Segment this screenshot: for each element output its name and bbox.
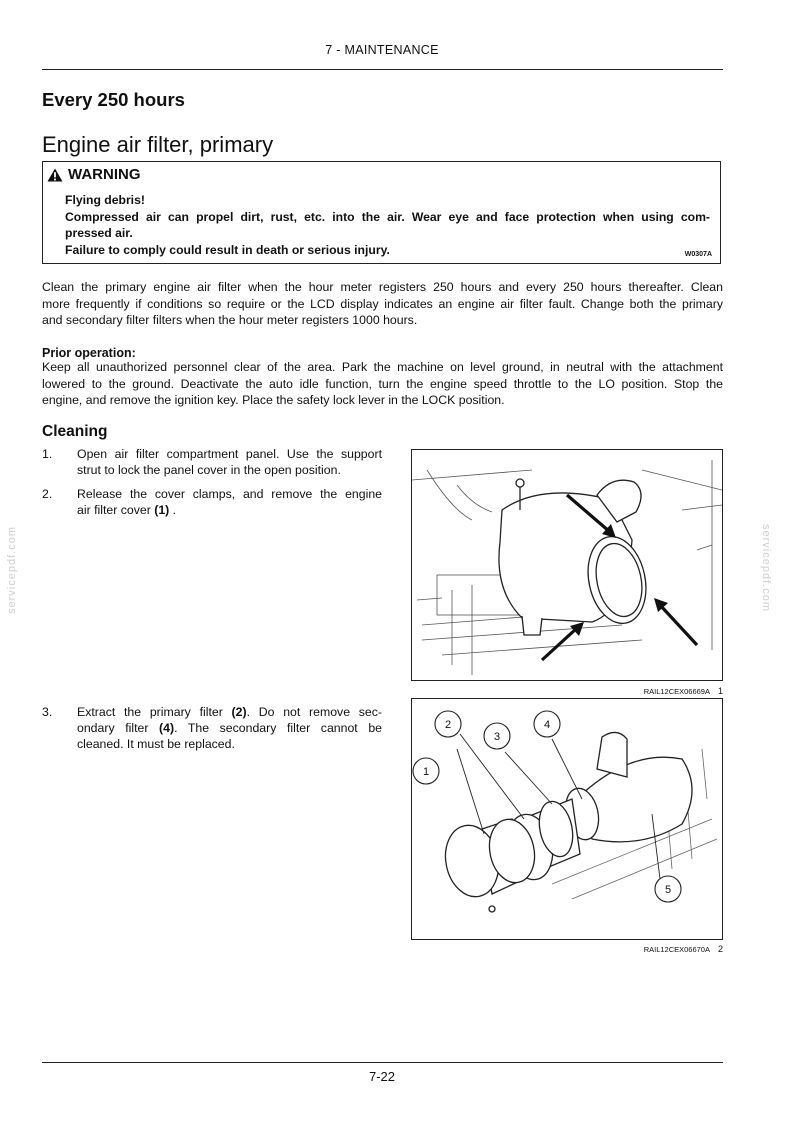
intro-paragraph [42,279,723,329]
step-number: 1. [42,447,53,461]
cleaning-heading: Cleaning [42,423,108,440]
callout-label: 4 [543,719,551,731]
figure-2-filter-components [411,698,723,940]
step-number: 3. [42,705,53,719]
warning-triangle-icon [47,168,63,182]
step-line [77,502,382,518]
callout-label: 5 [664,884,672,896]
step-line [77,704,382,720]
step-line: Release the cover clamps, and remove the engine [77,487,382,501]
topic-title: Engine air filter, primary [42,132,274,157]
figure-code: RAIL12CEX06669A [643,687,710,696]
callout-label: 3 [493,731,501,743]
figure-code: RAIL12CEX06670A [643,945,710,954]
figure-number: 2 [717,944,723,954]
figure-number: 1 [717,686,723,696]
step-text-part: ondary filter [77,721,160,736]
prior-line: lowered to the ground. Deactivate the auto idle function, turn the engine speed throttle to the LO position. Stop the [42,376,723,391]
filter-exploded-view-illustration [412,699,722,939]
step-text-part: . [169,503,177,518]
step-text-part: Extract the primary filter [77,705,232,719]
step-2 [42,486,382,518]
warning-heading [47,166,141,183]
step-text-part: air filter cover [77,503,155,518]
footer-rule [42,1062,723,1063]
figure-1-air-filter-clamps [411,449,723,681]
callout-reference: (1) [154,503,170,518]
watermark-left: servicepdf.com [6,526,18,614]
prior-line: engine, and remove the ignition key. Place the safety lock lever in the LOCK position. [42,393,505,407]
intro-line: more frequently if conditions so require or the LCD display indicates an engine air filter fault. Change both the primary [42,296,723,311]
watermark-right: servicepdf.com [760,524,772,612]
step-text [77,704,382,753]
step-number: 2. [42,487,53,501]
step-line: strut to lock the panel cover in the open position. [77,463,341,478]
figure-1-caption [560,686,723,696]
header-rule [42,69,723,70]
prior-operation-heading: Prior operation: [42,346,136,360]
warning-text [65,192,710,258]
step-3 [42,704,382,753]
prior-line: Keep all unauthorized personnel clear of the area. Park the machine on level ground, in neutral with the attachment [42,360,723,374]
step-line: cleaned. It must be replaced. [77,737,235,752]
callout-reference: (2) [231,705,247,719]
step-text-part: . The secondary filter cannot be [174,721,382,736]
callout-label: 2 [444,719,452,731]
intro-line: and secondary filter filters when the hour meter registers 1000 hours. [42,313,418,327]
step-text [77,446,382,478]
warning-box [42,161,721,264]
step-line [77,720,382,736]
air-filter-housing-illustration [412,450,722,680]
step-line: Open air filter compartment panel. Use the support [77,447,382,461]
prior-operation-paragraph [42,359,723,409]
callout-reference: (4) [159,721,175,736]
warning-line: Compressed air can propel dirt, rust, etc. into the air. Wear eye and face protection when using com- [65,209,710,224]
warning-line: pressed air. [65,226,133,240]
warning-line: Failure to comply could result in death or serious injury. [65,242,390,257]
intro-line: Clean the primary engine air filter when the hour meter registers 250 hours and every 250 hours thereafter. Clean [42,280,723,294]
callout-label: 1 [422,766,430,778]
step-text-part: . Do not remove sec- [246,705,382,719]
page-number: 7-22 [368,1069,396,1084]
step-1 [42,446,382,478]
figure-2-caption [560,944,723,954]
warning-code: W0307A [684,251,712,258]
step-text [77,486,382,518]
chapter-header: 7 - MAINTENANCE [325,43,439,57]
warning-line: Flying debris! [65,193,145,207]
section-title: Every 250 hours [42,89,185,110]
warning-label: WARNING [68,166,141,183]
